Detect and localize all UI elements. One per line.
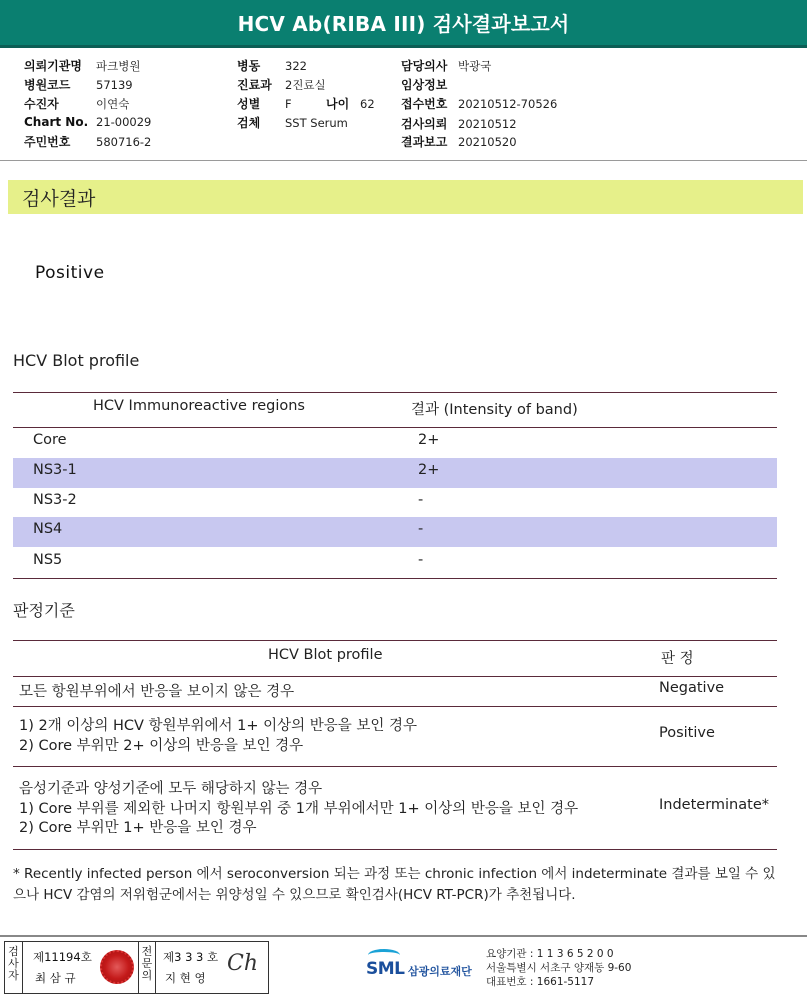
- meta-value: 580716-2: [96, 135, 152, 149]
- examiner-name: 최 삼 규: [35, 971, 76, 985]
- table-rule: [13, 706, 777, 707]
- table-rule: [13, 849, 777, 850]
- table-rule: [13, 392, 777, 393]
- meta-row: [401, 57, 491, 74]
- meta-value: 2진료실: [285, 78, 326, 92]
- meta-label: 검사의뢰: [401, 117, 448, 131]
- meta-row: [401, 133, 517, 150]
- meta-value: SST Serum: [285, 116, 348, 130]
- judgement-cell: Indeterminate*: [659, 797, 769, 813]
- meta-label: 병동: [237, 59, 261, 73]
- meta-row: [24, 95, 129, 112]
- meta-row: [401, 76, 458, 93]
- criteria-text: 음성기준과 양성기준에 모두 해당하지 않는 경우: [19, 781, 323, 797]
- meta-row: [24, 57, 140, 74]
- meta-label: 주민번호: [24, 135, 71, 149]
- section-title: 검사결과: [22, 188, 96, 210]
- meta-value: 62: [360, 97, 375, 111]
- intensity-cell: -: [418, 521, 424, 537]
- table-rule: [13, 640, 777, 641]
- meta-value: 21-00029: [96, 115, 152, 129]
- meta-label: 의뢰기관명: [24, 59, 82, 73]
- intensity-cell: -: [418, 492, 424, 508]
- meta-value: F: [285, 97, 292, 111]
- meta-label: 성별: [237, 97, 261, 111]
- meta-label: 담당의사: [401, 59, 448, 73]
- meta-row: [237, 76, 326, 93]
- signature-box: [4, 941, 269, 994]
- specialist-license: 제3 3 3 호: [163, 950, 219, 964]
- examiner-license: 제11194호: [33, 950, 92, 964]
- meta-value: 이연숙: [96, 97, 130, 111]
- result-section-header: [8, 180, 803, 214]
- table-rule: [13, 427, 777, 428]
- meta-row: [237, 114, 348, 131]
- criteria-text: 1) Core 부위를 제외한 나머지 항원부위 중 1개 부위에서만 1+ 이상의 반응을 보인 경우: [19, 801, 579, 817]
- region-cell: NS3-2: [33, 492, 77, 508]
- meta-value: 박광국: [458, 59, 492, 73]
- table-rule: [13, 578, 777, 579]
- meta-label: 임상정보: [401, 78, 448, 92]
- criteria-heading: 판정기준: [13, 601, 75, 620]
- org-name: 삼광의료재단: [408, 965, 472, 978]
- meta-value: 20210512-70526: [458, 97, 558, 111]
- criteria-text: 1) 2개 이상의 HCV 항원부위에서 1+ 이상의 반응을 보인 경우: [19, 718, 418, 734]
- meta-row: [401, 95, 557, 112]
- region-cell: NS4: [33, 521, 63, 537]
- table-rule: [13, 676, 777, 677]
- logo-text: SML: [366, 959, 405, 979]
- result-value: Positive: [35, 263, 105, 283]
- footnote: * Recently infected person 에서 seroconversion 되는 과정 또는 chronic infection 에서 indeterminate 결과를 보일 수 있으나 HCV 감염의 저위험군에서는 위양성일 수 있으므로 확인검사(HCV RT-PCR)가 추천됩니다.: [13, 866, 776, 903]
- criteria-text: 2) Core 부위만 2+ 이상의 반응을 보인 경우: [19, 738, 304, 754]
- contact-info: [486, 947, 631, 989]
- seal-stamp: [100, 950, 134, 984]
- meta-row: [401, 115, 517, 132]
- meta-row: [24, 115, 151, 129]
- meta-value: 파크병원: [96, 59, 141, 73]
- meta-row-age: [326, 95, 375, 112]
- intensity-cell: -: [418, 552, 424, 568]
- divider: [0, 935, 807, 937]
- meta-value: 57139: [96, 78, 133, 92]
- judgement-cell: Positive: [659, 725, 715, 741]
- column-header-profile: HCV Blot profile: [268, 647, 383, 663]
- meta-value: 20210520: [458, 135, 517, 149]
- blot-heading: HCV Blot profile: [13, 351, 140, 370]
- judgement-cell: Negative: [659, 680, 725, 696]
- meta-label: 진료과: [237, 78, 272, 92]
- meta-row: [24, 76, 133, 93]
- examiner-label: 검 사 자: [5, 942, 23, 993]
- meta-row: [24, 133, 151, 150]
- specialist-label: 전 문 의: [138, 942, 156, 993]
- contact-line: 서울특별시 서초구 양재동 9-60: [486, 962, 632, 974]
- specialist-name: 지 현 영: [165, 971, 206, 985]
- contact-line: 요양기관 : 1 1 3 6 5 2 0 0: [486, 948, 614, 960]
- criteria-text: 2) Core 부위만 1+ 반응을 보인 경우: [19, 820, 257, 836]
- divider: [0, 160, 807, 161]
- column-header-result: 결과 (Intensity of band): [411, 402, 578, 418]
- report-title-bar: [0, 0, 807, 48]
- meta-label: 나이: [326, 97, 350, 111]
- table-rule: [13, 766, 777, 767]
- column-header-region: HCV Immunoreactive regions: [93, 398, 305, 414]
- report-title: HCV Ab(RIBA III) 검사결과보고서: [237, 12, 570, 36]
- region-cell: NS3-1: [33, 462, 77, 478]
- blot-table: [13, 392, 777, 580]
- meta-label: 병원코드: [24, 78, 71, 92]
- meta-label: 결과보고: [401, 135, 448, 149]
- criteria-text: 모든 항원부위에서 반응을 보이지 않은 경우: [19, 684, 295, 700]
- org-logo: [366, 947, 486, 987]
- meta-value: 322: [285, 59, 307, 73]
- region-cell: Core: [33, 432, 67, 448]
- meta-label: Chart No.: [24, 115, 89, 129]
- meta-row: [237, 57, 307, 74]
- table-row: [13, 458, 777, 488]
- intensity-cell: 2+: [418, 462, 440, 478]
- criteria-table: [13, 640, 777, 852]
- meta-row: [237, 95, 292, 112]
- column-header-judgement: 판 정: [661, 651, 694, 667]
- meta-label: 검체: [237, 116, 261, 130]
- patient-info: [0, 55, 807, 159]
- intensity-cell: 2+: [418, 432, 440, 448]
- contact-line: 대표번호 : 1661-5117: [486, 976, 595, 988]
- meta-label: 수진자: [24, 97, 59, 111]
- table-row: [13, 517, 777, 547]
- signature: Ch: [227, 951, 259, 976]
- meta-value: 20210512: [458, 117, 517, 131]
- meta-label: 접수번호: [401, 97, 448, 111]
- region-cell: NS5: [33, 552, 63, 568]
